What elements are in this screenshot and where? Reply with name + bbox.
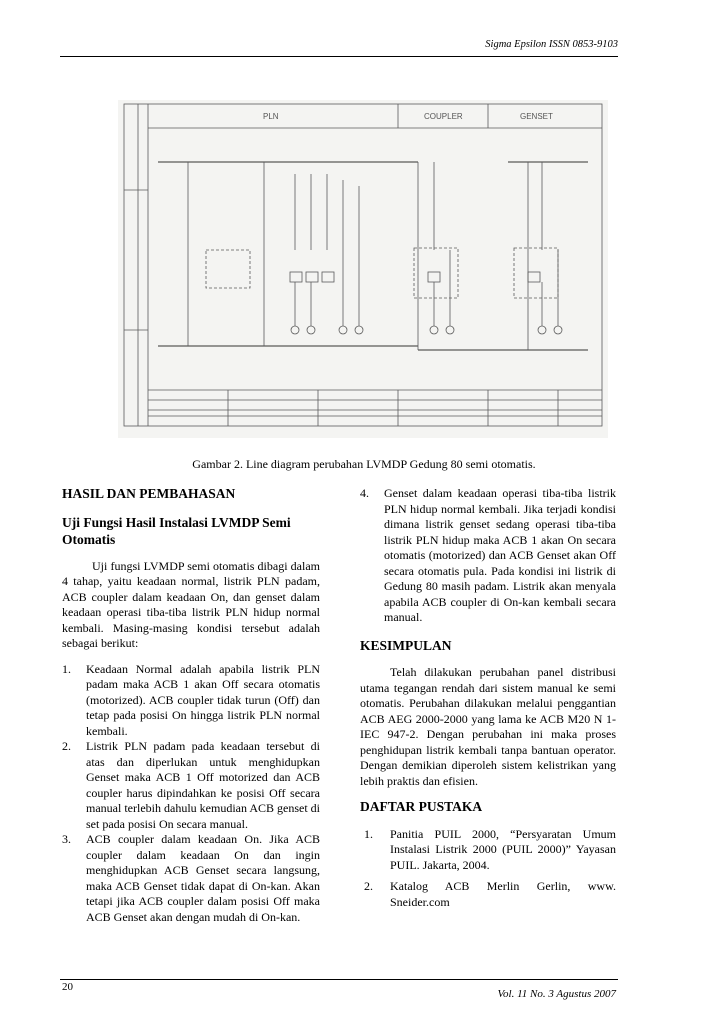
left-column [62,486,320,937]
list-item: 1. Keadaan Normal adalah apabila listrik PLN padam maka ACB 1 akan Off secara otomatis (motorized). ACB coupler tidak turun (Off) dan tetap pada posisi On hingga listrik PLN normal kembali. [62,661,320,738]
line-diagram-figure [118,100,608,438]
figure-caption: Gambar 2. Line diagram perubahan LVMDP Gedung 80 semi otomatis. [192,457,536,471]
volume-info: Vol. 11 No. 3 Agustus 2007 [497,988,616,1000]
reference-item: 1. Panitia PUIL 2000, “Persyaratan Umum Instalasi Listrik 2000 (PUIL 2000)” Yayasan PUIL. Jakarta, 2004. [364,826,616,872]
stage-list-continued [360,486,616,626]
figure-label-pln: PLN [263,112,279,121]
page-number: 20 [62,981,73,993]
figure-label-coupler: COUPLER [424,112,463,121]
intro-paragraph: Uji fungsi LVMDP semi otomatis dibagi dalam 4 tahap, yaitu keadaan normal, listrik PLN padam, ACB coupler dalam keadaan On, dan genset dalam keadaan operasi tiba-tiba listrik PLN hidup normal kembali. Masing-masing kondisi tersebut adalah sebagai berikut: [62,558,320,650]
right-column [360,486,616,922]
section-heading-hasil: HASIL DAN PEMBAHASAN [62,486,236,501]
list-item: 2. Listrik PLN padam pada keadaan tersebut di atas dan diperlukan untuk menghidupkan Genset maka ACB 1 Off motorized dan ACB coupler harus dipindahkan ke posisi Off secara manual terlebih dahulu kemudian ACB genset di set pada posisi On secara manual. [62,739,320,831]
running-header [60,36,618,57]
list-item: 3. ACB coupler dalam keadaan On. Jika ACB coupler dalam keadaan On dan ingin menghidupkan ACB Genset secara langsung, maka ACB Genset tidak dapat di On-kan. Akan tetapi jika ACB coupler dalam posisi Off maka ACB Genset akan dengan mudah di On-kan. [62,832,320,924]
journal-title: Sigma Epsilon ISSN 0853-9103 [485,39,618,50]
section-heading-kesimpulan: KESIMPULAN [360,637,452,653]
reference-item: 2. Katalog ACB Merlin Gerlin, www. Sneider.com [364,879,616,909]
stage-list [62,662,320,926]
reference-list [360,827,616,911]
kesimpulan-paragraph: Telah dilakukan perubahan panel distribusi utama tegangan rendah dari sistem manual ke semi otomatis. Perubahan dilakukan melalui penggantian ACB AEG 2000-2000 yang lama ke ACB M20 N 1-IEC 947-2. Dengan perubahan ini maka proses penghidupan listrik kembali tanpa bantuan operator. Dengan demikian diperoleh sistem kelistrikan yang lebih praktis dan efisien. [360,665,616,788]
figure-label-genset: GENSET [520,112,553,121]
section-heading-pustaka: DAFTAR PUSTAKA [360,799,483,814]
page-footer [60,979,618,1000]
subsection-heading: Uji Fungsi Hasil Instalasi LVMDP Semi Otomatis [62,514,291,547]
list-item: 4. Genset dalam keadaan operasi tiba-tiba listrik PLN hidup normal kembali. Jika terjadi kondisi dimana listrik genset sedang operasi tiba-tiba listrik PLN hidup maka ACB 1 akan On secara otomatis (motorized) dan ACB Genset akan Off secara otomatis pula. Pada kondisi ini listrik di Gedung 80 masih padam. Listrik akan menyala apabila ACB coupler di On-kan kembali secara manual. [360,486,616,624]
